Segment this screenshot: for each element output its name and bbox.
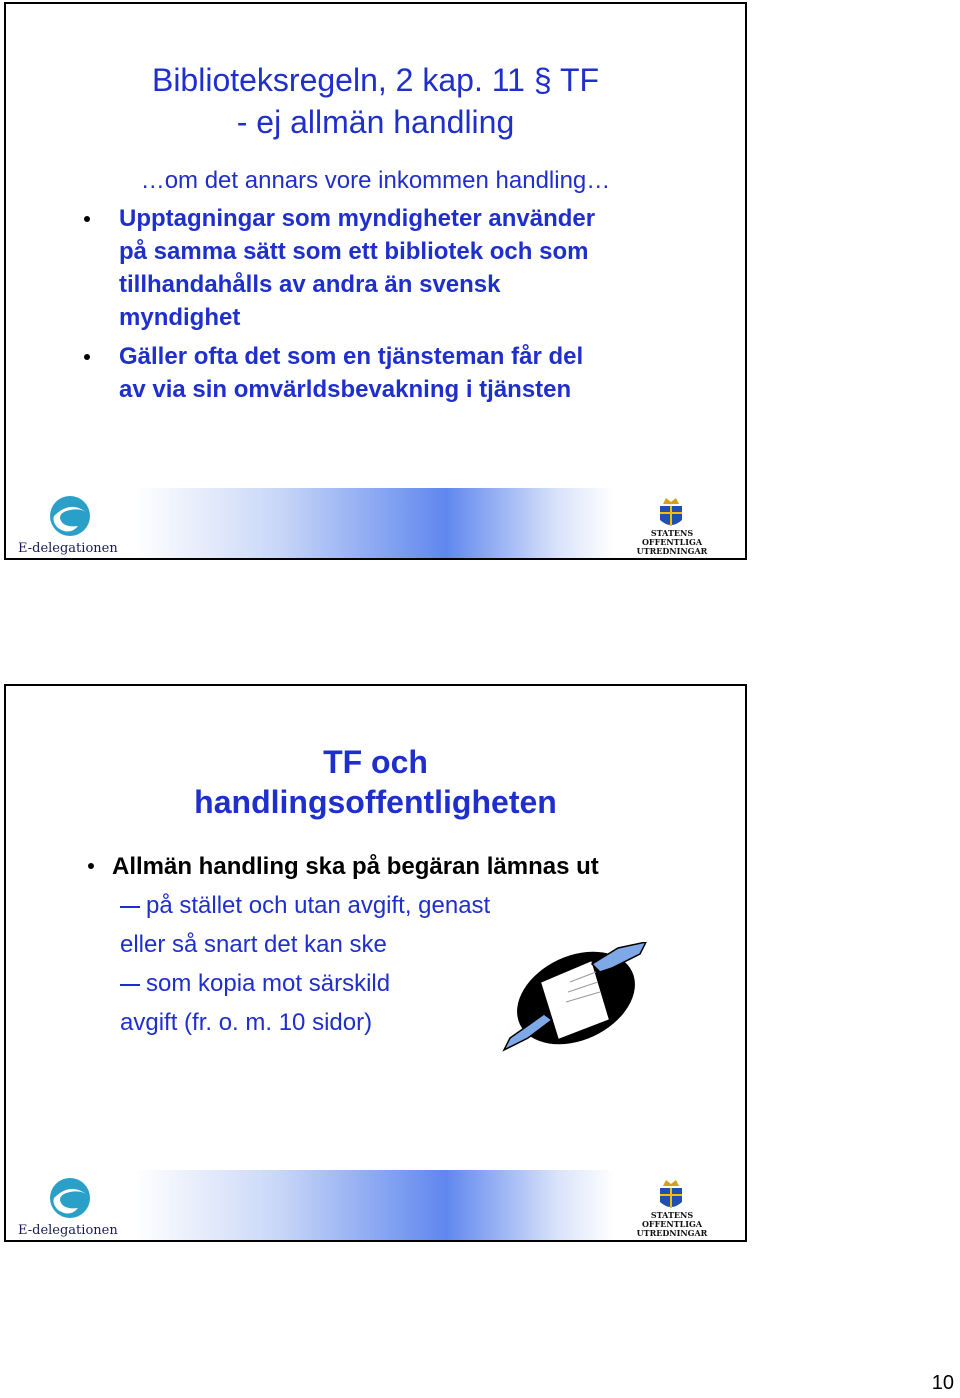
slide-1-bullet-1 — [119, 202, 595, 334]
bullet-marker — [84, 216, 90, 222]
bullet-1-line-3: tillhandahålls av andra än svensk — [119, 271, 501, 298]
slide-2 — [4, 684, 747, 1242]
sou-label-line-1: STATENS OFFENTLIGA — [641, 1210, 703, 1229]
crown-shield-icon — [656, 496, 686, 532]
footer-gradient-band — [134, 488, 614, 560]
page-number: 10 — [931, 1372, 954, 1394]
e-logo-icon — [40, 1176, 100, 1222]
footer-gradient-band — [134, 1170, 614, 1242]
sou-label-line-1: STATENS OFFENTLIGA — [641, 528, 703, 547]
document-handover-icon — [500, 942, 650, 1054]
line-1-text: på stället och utan avgift, genast — [146, 892, 491, 919]
bullet-2-line-1: Gäller ofta det som en tjänsteman får del — [119, 343, 584, 370]
bullet-marker — [84, 354, 90, 360]
e-logo-icon — [40, 494, 100, 540]
bullet-2-line-2: av via sin omvärldsbevakning i tjänsten — [119, 376, 572, 403]
sou-logo — [622, 1178, 722, 1240]
sou-label — [622, 529, 722, 556]
sou-label-line-2: UTREDNINGAR — [636, 546, 708, 556]
bullet-marker — [88, 863, 94, 869]
slide-2-title-line-1: TF och — [323, 744, 428, 780]
line-3-text: som kopia mot särskild — [146, 970, 391, 997]
slide-2-line-4: avgift (fr. o. m. 10 sidor) — [120, 1009, 373, 1036]
slide-1 — [4, 2, 747, 560]
sou-label — [622, 1211, 722, 1238]
slide-1-title-line-2: - ej allmän handling — [236, 104, 515, 140]
e-delegationen-logo — [14, 494, 124, 556]
slide-2-title-line-2: handlingsoffentligheten — [194, 784, 557, 820]
dash-marker — [120, 906, 140, 908]
crown-shield-icon — [656, 1178, 686, 1214]
slide-1-bullet-2 — [119, 340, 583, 406]
sou-logo — [622, 496, 722, 558]
bullet-1-line-4: myndighet — [119, 304, 241, 331]
slide-2-bullet: Allmän handling ska på begäran lämnas ut — [112, 853, 599, 880]
bullet-1-line-2: på samma sätt som ett bibliotek och som — [119, 238, 589, 265]
slide-2-line-3 — [120, 964, 390, 1003]
bullet-1-line-1: Upptagningar som myndigheter använder — [119, 205, 596, 232]
slide-2-line-1 — [120, 886, 490, 925]
slide-2-line-2: eller så snart det kan ske — [120, 931, 387, 958]
slide-1-title-line-1: Biblioteksregeln, 2 kap. 11 § TF — [151, 62, 600, 98]
sou-label-line-2: UTREDNINGAR — [636, 1228, 708, 1238]
slide-1-subtitle: …om det annars vore inkommen handling… — [140, 167, 611, 194]
e-delegationen-logo — [14, 1176, 124, 1238]
dash-marker — [120, 984, 140, 986]
e-delegationen-label: E-delegationen — [18, 1223, 118, 1238]
e-delegationen-label: E-delegationen — [18, 541, 118, 556]
